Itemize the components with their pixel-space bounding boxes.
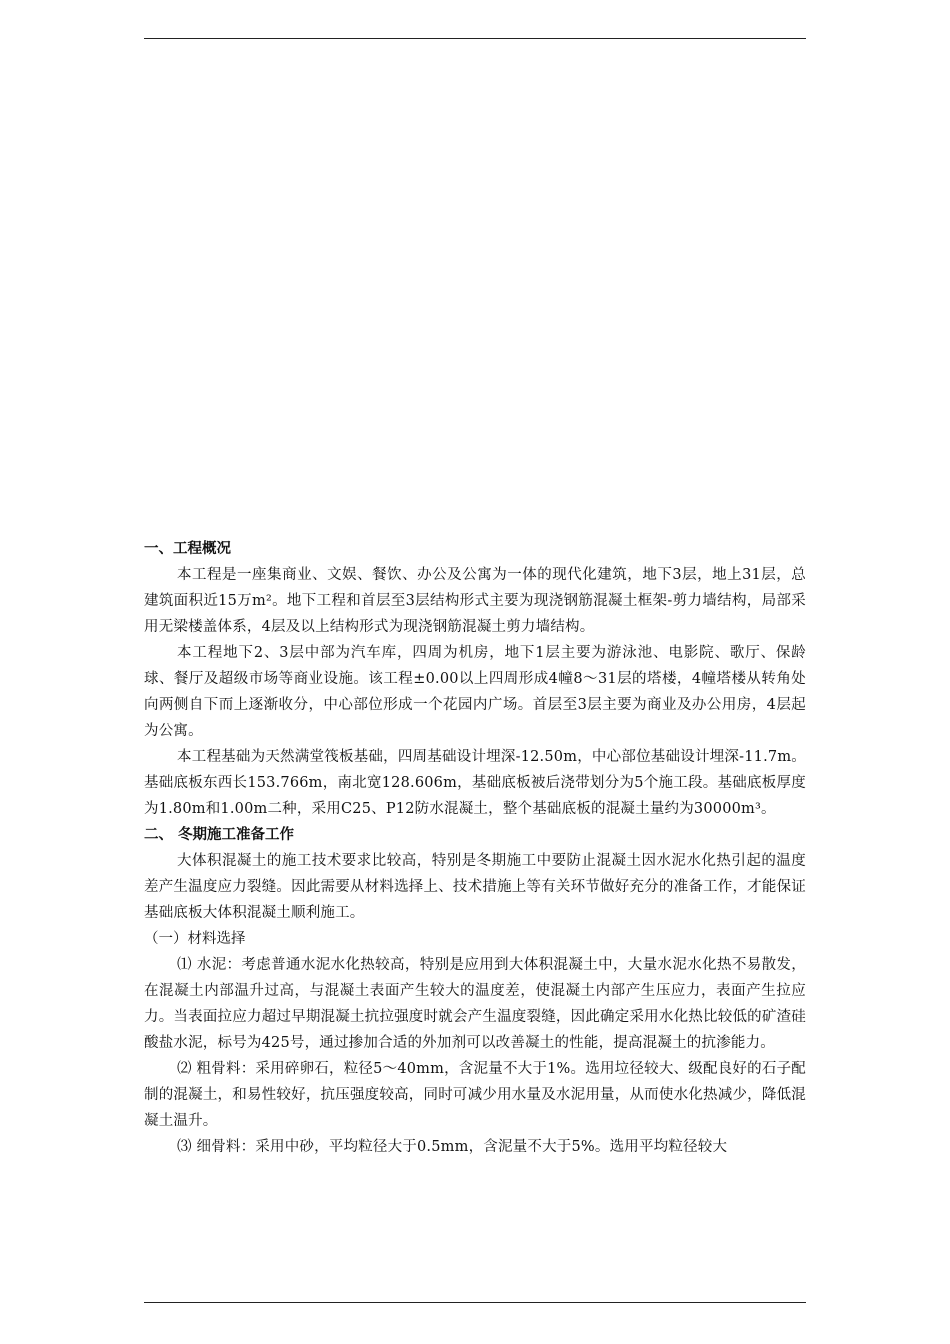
overview-paragraph-1: 本工程是一座集商业、文娱、餐饮、办公及公寓为一体的现代化建筑，地下3层，地上31层，总建筑面积近15万m²。地下工程和首层至3层结构形式主要为现浇钢筋混凝土框架-剪力墙结构，局部采用无梁楼盖体系，4层及以上结构形式为现浇钢筋混凝土剪力墙结构。 <box>144 567 806 635</box>
item-fine-aggregate: ⑶ 细骨料：采用中砂，平均粒径大于0.5mm，含泥量不大于5%。选用平均粒径较大 <box>177 1139 728 1155</box>
document-body <box>144 536 806 1160</box>
section-heading-winter-prep: 二、 冬期施工准备工作 <box>144 826 295 843</box>
item-cement: ⑴ 水泥：考虑普通水泥水化热较高，特别是应用到大体积混凝土中，大量水泥水化热不易散发，在混凝土内部温升过高，与混凝土表面产生较大的温度差，使混凝土内部产生压应力，表面产生拉应力。当表面拉应力超过早期混凝土抗拉强度时就会产生温度裂缝，因此确定采用水化热比较低的矿渣硅酸盐水泥，标号为425号，通过掺加合适的外加剂可以改善凝土的性能，提高混凝土的抗渗能力。 <box>144 957 806 1051</box>
section-heading-overview: 一、工程概况 <box>144 540 231 557</box>
subheading-material-selection: （一）材料选择 <box>144 931 246 947</box>
overview-paragraph-3: 本工程基础为天然满堂筏板基础，四周基础设计埋深-12.50m，中心部位基础设计埋深-11.7m。基础底板东西长153.766m，南北宽128.606m，基础底板被后浇带划分为5个施工段。基础底板厚度为1.80m和1.00m二种，采用C25、P12防水混凝土，整个基础底板的混凝土量约为30000m³。 <box>144 749 806 817</box>
header-rule <box>144 38 806 39</box>
item-coarse-aggregate: ⑵ 粗骨料：采用碎卵石，粒径5～40mm，含泥量不大于1%。选用垃径较大、级配良好的石子配制的混凝土，和易性较好，抗压强度较高，同时可减少用水量及水泥用量，从而使水化热减少，降低混凝土温升。 <box>144 1061 806 1129</box>
winter-prep-paragraph: 大体积混凝土的施工技术要求比较高，特别是冬期施工中要防止混凝土因水泥水化热引起的温度差产生温度应力裂缝。因此需要从材料选择上、技术措施上等有关环节做好充分的准备工作，才能保证基础底板大体积混凝土顺利施工。 <box>144 853 806 921</box>
overview-paragraph-2: 本工程地下2、3层中部为汽车库，四周为机房，地下1层主要为游泳池、电影院、歌厅、保龄球、餐厅及超级市场等商业设施。该工程±0.00以上四周形成4幢8～31层的塔楼，4幢塔楼从转角处向两侧自下而上逐渐收分，中心部位形成一个花园内广场。首层至3层主要为商业及办公用房，4层起为公寓。 <box>144 645 806 739</box>
footer-rule <box>144 1302 806 1303</box>
